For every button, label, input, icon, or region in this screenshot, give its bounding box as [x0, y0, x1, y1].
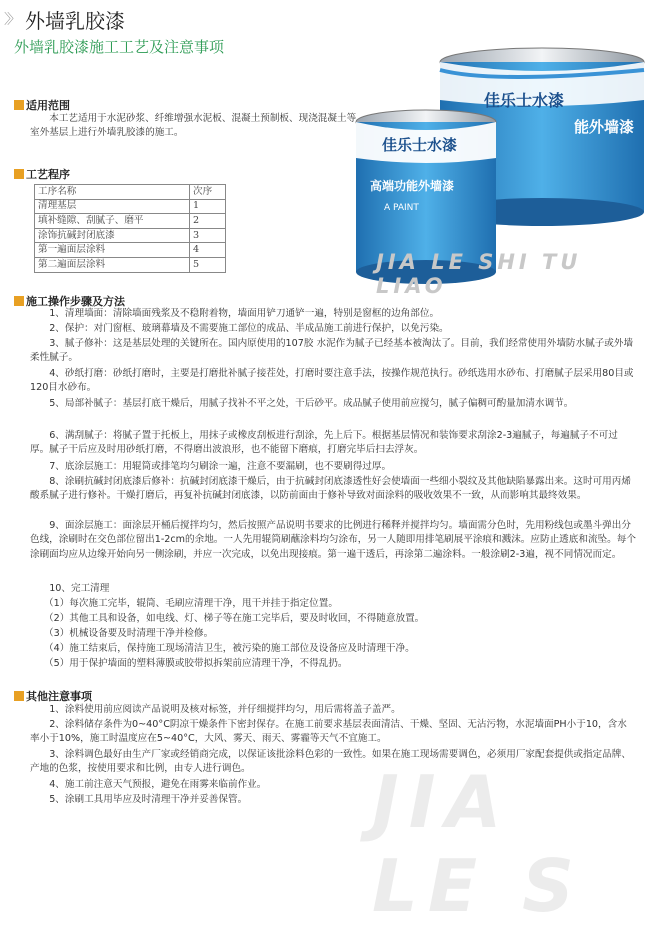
section-marker-icon — [14, 169, 24, 179]
step-order: 5 — [190, 257, 226, 272]
can-brand-text: 佳乐士水漆 — [484, 91, 565, 110]
step-order: 2 — [190, 214, 226, 229]
section-title: 施工操作步骤及方法 — [26, 295, 125, 308]
section-title: 其他注意事项 — [26, 690, 92, 703]
section-marker-icon — [14, 691, 24, 701]
col-header-order: 次序 — [190, 185, 226, 200]
step-item: 10、完工清理 — [49, 583, 110, 594]
section-marker-icon — [14, 296, 24, 306]
step-order: 4 — [190, 243, 226, 258]
section-heading-procedure — [14, 166, 70, 182]
cleanup-item: （5）用于保护墙面的塑料薄膜或胶带拟拆架前应清理干净，不得乱扔。 — [44, 658, 348, 669]
note-item: 2、涂料储存条件为0~40°C阴凉干燥条件下密封保存。在施工前要求基层表面清洁、干燥、坚固、无沾污物，水泥墙面PH小于10，含水率小于10%，施工时温度应在5~40°C，大风、雾天、雨天、雾霾等天气不宜施工。 — [30, 719, 627, 745]
procedure-table — [34, 184, 226, 273]
step-item: 4、砂纸打磨：砂纸打磨时，主要是打磨批补腻子接茬处，打磨时要注意手法，按操作规范执行。砂纸选用水砂布、打磨腻子层采用80目或120目水砂布。 — [30, 368, 634, 394]
step-item: 9、面涂层施工：面涂层开桶后搅拌均匀，然后按照产品说明书要求的比例进行稀释并搅拌均匀。墙面需分色时，先用粉线包或墨斗弹出分色线，涂刷时在交色部位留出1-2cm的余地。一人先用辊筒刷蘸涂料均匀涂布，另一人随即用排笔刷展平涂痕和溅沫。应防止透底和流坠。每个涂刷面均应从边缘开始向另一侧涂刷，并应一次完成，以免出现接痕。第一遍干透后，再涂第二遍涂料。一般涂刷2-3遍，视不同情况而定。 — [30, 520, 636, 560]
note-item: 3、涂料调色最好由生产厂家或经销商完成，以保证该批涂料色彩的一致性。如果在施工现场需要调色，必须用厂家配套提供或指定品牌、产地的色浆，按使用要求和比例，由专人进行调色。 — [30, 749, 631, 775]
watermark-big-text: JIA LE S — [372, 760, 584, 928]
step-name: 第一遍面层涂料 — [35, 243, 190, 258]
can-product-text: 能外墙漆 — [574, 118, 635, 136]
step-name: 涂饰抗碱封闭底漆 — [35, 228, 190, 243]
step-item: 1、清理墙面：清除墙面残浆及不稳附着物，墙面用铲刀通铲一遍，特别是窗框的边角部位。 — [49, 308, 440, 319]
note-item: 1、涂料使用前应阅读产品说明及核对标签，并仔细搅拌均匀，用后需将盖子盖严。 — [49, 704, 401, 715]
note-item: 4、施工前注意天气预报，避免在雨雾来临前作业。 — [49, 779, 267, 790]
watermark-text: JIA LE SHI TU LIAO — [376, 250, 582, 298]
step-item: 2、保护：对门窗框、玻璃幕墙及不需要施工部位的成品、半成品施工前进行保护，以免污染。 — [49, 323, 449, 334]
scope-text: 本工艺适用于水泥砂浆、纤维增强水泥板、混凝土预制板、现浇混凝土等室外基层上进行外墙乳胶漆的施工。 — [30, 113, 357, 139]
section-title: 工艺程序 — [26, 168, 70, 181]
cleanup-item: （1）每次施工完毕，辊筒、毛刷应清理干净，甩干并挂于指定位置。 — [44, 598, 338, 609]
step-name: 填补缝隙、刮腻子、磨平 — [35, 214, 190, 229]
step-order: 1 — [190, 199, 226, 214]
chevron-right-icon: 〉〉 — [4, 12, 17, 28]
table-row — [35, 257, 226, 272]
table-row — [35, 214, 226, 229]
col-header-name: 工序名称 — [35, 185, 190, 200]
section-marker-icon — [14, 100, 24, 110]
cleanup-item: （2）其他工具和设备，如电线、灯、梯子等在施工完毕后，要及时收回，不得随意放置。 — [44, 613, 425, 624]
step-item: 3、腻子修补：这是基层处理的关键所在。国内原使用的107胶 水泥作为腻子已经基本被淘汰了。目前，我们经常使用外墙防水腻子或外墙柔性腻子。 — [30, 338, 634, 364]
can-product-text-front: 高端功能外墙漆 — [370, 179, 455, 193]
page-title: 外墙乳胶漆 — [25, 8, 125, 33]
table-row — [35, 199, 226, 214]
note-item: 5、涂刷工具用毕应及时清理干净并妥善保管。 — [49, 794, 248, 805]
step-item: 5、局部补腻子：基层打底干燥后，用腻子找补不平之处，干后砂平。成品腻子使用前应搅匀，腻子偏稠可酌量加清水调节。 — [49, 398, 574, 409]
page-subtitle: 外墙乳胶漆施工工艺及注意事项 — [14, 38, 225, 56]
section-heading-scope — [14, 97, 70, 113]
page-header — [4, 6, 125, 32]
table-header-row — [35, 185, 226, 200]
table-row — [35, 243, 226, 258]
cleanup-item: （4）施工结束后，保持施工现场清洁卫生，被污染的施工部位及设备应及时清理干净。 — [44, 643, 415, 654]
section-title: 适用范围 — [26, 99, 70, 112]
section-heading-notes — [14, 688, 92, 704]
can-paint-text: A PAINT — [384, 203, 419, 213]
step-name: 第二遍面层涂料 — [35, 257, 190, 272]
step-order: 3 — [190, 228, 226, 243]
step-item: 7、底涂层施工：用辊筒或排笔均匀刷涂一遍，注意不要漏刷，也不要刷得过厚。 — [49, 461, 392, 472]
cleanup-item: （3）机械设备要及时清理干净并检修。 — [44, 628, 214, 639]
can-brand-text-front: 佳乐士水漆 — [382, 136, 458, 154]
table-row — [35, 228, 226, 243]
step-name: 清理基层 — [35, 199, 190, 214]
step-item: 6、满刮腻子：将腻子置于托板上，用抹子或橡皮刮板进行刮涂，先上后下。根据基层情况和装饰要求刮涂2-3遍腻子，每遍腻子不可过厚。腻子干后应及时用砂纸打磨，不得磨出波浪形，也不能留下磨痕，打磨完毕后扫去浮灰。 — [30, 430, 618, 456]
step-item: 8、涂刷抗碱封闭底漆后修补：抗碱封闭底漆干燥后，由于抗碱封闭底漆透性好会使墙面一些细小裂纹及其他缺陷暴露出来。这时可用丙烯酸系腻子进行修补。干燥打磨后，再复补抗碱封闭底漆，以防前面由于修补导致对面涂料的吸收效果不一致，从而影响其最终效果。 — [30, 476, 631, 502]
